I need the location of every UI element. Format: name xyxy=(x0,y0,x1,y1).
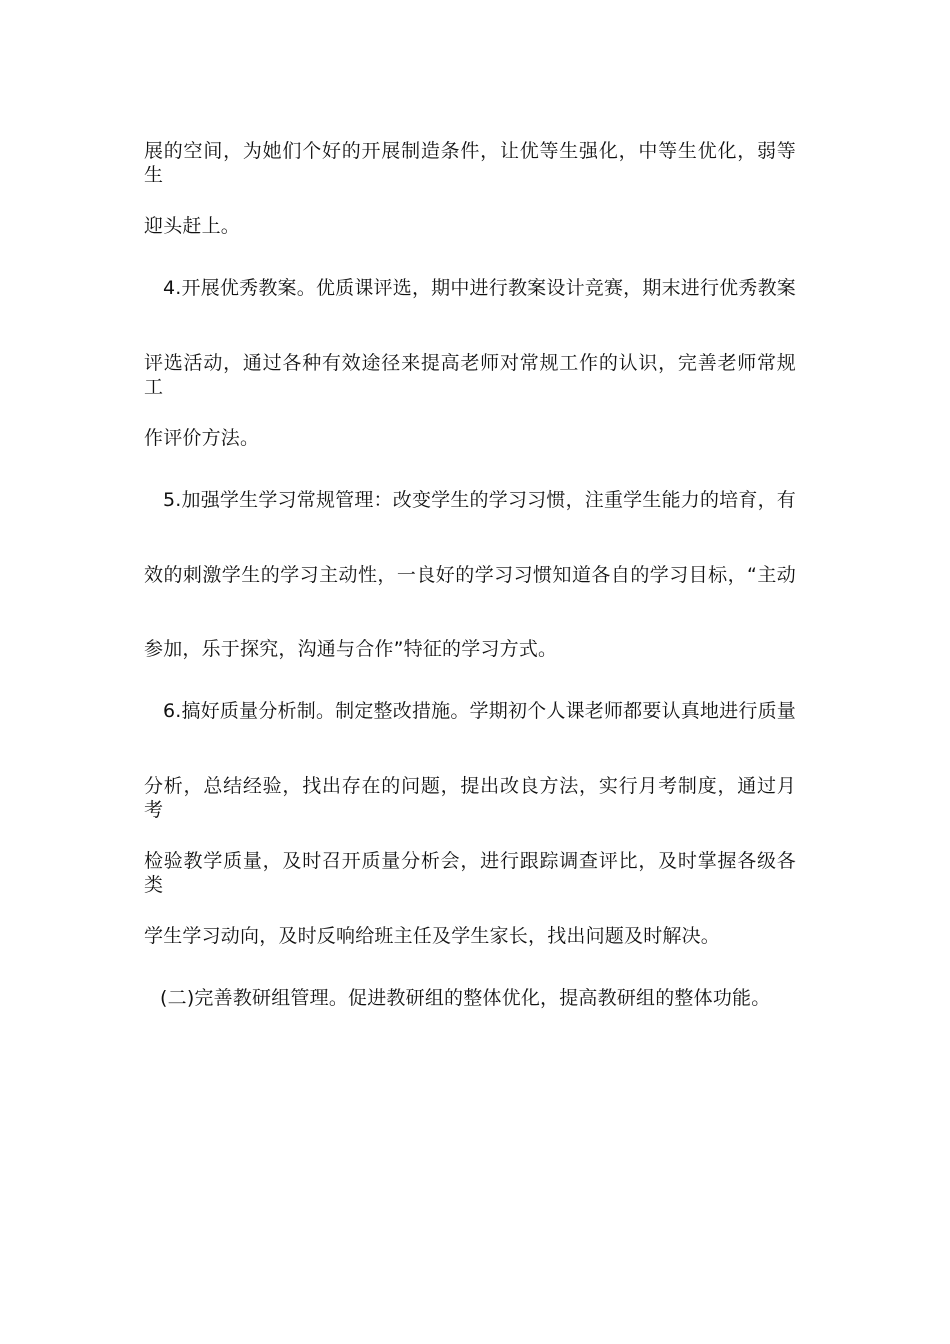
paragraph-line: 评选活动，通过各种有效途径来提高老师对常规工作的认识，完善老师常规工 xyxy=(144,352,796,398)
list-item-5-line: 5.加强学生学习常规管理：改变学生的学习习惯，注重学生能力的培育，有 xyxy=(163,489,796,511)
paragraph-line: 学生学习动向，及时反响给班主任及学生家长，找出问题及时解决。 xyxy=(144,925,721,947)
paragraph-line: 参加，乐于探究，沟通与合作”特征的学习方式。 xyxy=(144,638,558,660)
paragraph-line: 效的刺激学生的学习主动性，一良好的学习习惯知道各自的学习目标，“主动 xyxy=(144,564,796,586)
paragraph-line: 作评价方法。 xyxy=(144,427,260,449)
paragraph-line: 迎头赶上。 xyxy=(144,215,241,237)
section-heading: (二)完善教研组管理。促进教研组的整体优化，提高教研组的整体功能。 xyxy=(160,987,771,1009)
paragraph-line: 检验教学质量，及时召开质量分析会，进行跟踪调查评比，及时掌握各级各类 xyxy=(144,850,796,896)
paragraph-line: 分析，总结经验，找出存在的问题，提出改良方法，实行月考制度，通过月考 xyxy=(144,775,796,821)
paragraph-line: 展的空间，为她们个好的开展制造条件，让优等生强化，中等生优化，弱等生 xyxy=(144,140,796,186)
list-item-6-line: 6.搞好质量分析制。制定整改措施。学期初个人课老师都要认真地进行质量 xyxy=(163,700,796,722)
list-item-4-line: 4.开展优秀教案。优质课评选，期中进行教案设计竞赛，期末进行优秀教案 xyxy=(163,277,796,299)
